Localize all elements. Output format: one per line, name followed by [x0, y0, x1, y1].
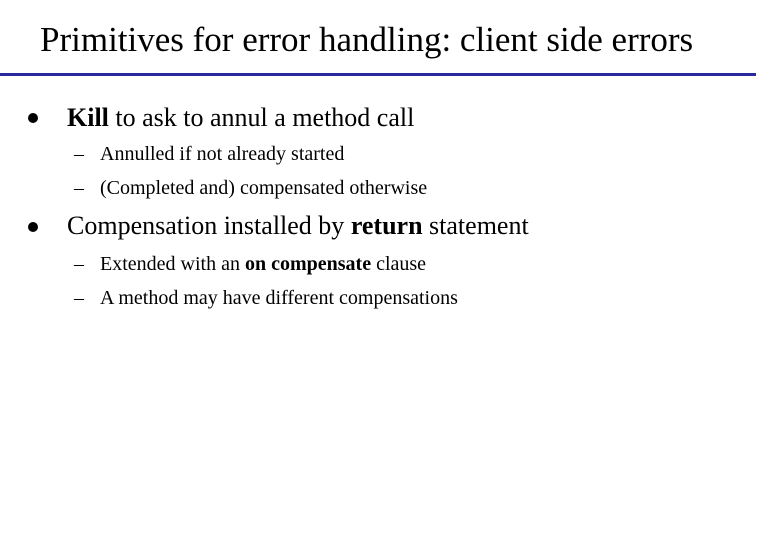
- bullet-compensation: [67, 211, 529, 241]
- sub-bullet-text: Annulled if not already started: [100, 143, 345, 165]
- dash-icon: –: [74, 287, 84, 309]
- keyword-kill: Kill: [67, 103, 109, 132]
- title-underline: [0, 73, 756, 76]
- keyword-return: return: [350, 211, 423, 240]
- keyword-on-compensate: on compensate: [244, 253, 372, 275]
- dash-icon: –: [74, 177, 84, 199]
- bullet-text: statement: [422, 211, 529, 240]
- bullet-kill: [67, 103, 414, 133]
- sub-bullet-text: (Completed and) compensated otherwise: [100, 177, 428, 199]
- dash-icon: –: [74, 143, 84, 165]
- dash-icon: –: [74, 253, 84, 275]
- sub-bullet-text: clause: [371, 253, 427, 275]
- sub-bullet-on-compensate: [74, 252, 426, 276]
- bullet-dot-icon: [28, 113, 38, 123]
- slide-title: Primitives for error handling: client side errors: [40, 20, 694, 59]
- sub-bullet-text: Extended with an: [100, 253, 245, 275]
- sub-bullet-compensated: [74, 176, 427, 200]
- bullet-text: Compensation installed by: [67, 211, 351, 240]
- sub-bullet-annulled: [74, 142, 344, 166]
- bullet-text: to ask to annul a method call: [108, 103, 415, 132]
- sub-bullet-different-compensations: [74, 286, 458, 310]
- bullet-dot-icon: [28, 222, 38, 232]
- sub-bullet-text: A method may have different compensations: [100, 287, 458, 309]
